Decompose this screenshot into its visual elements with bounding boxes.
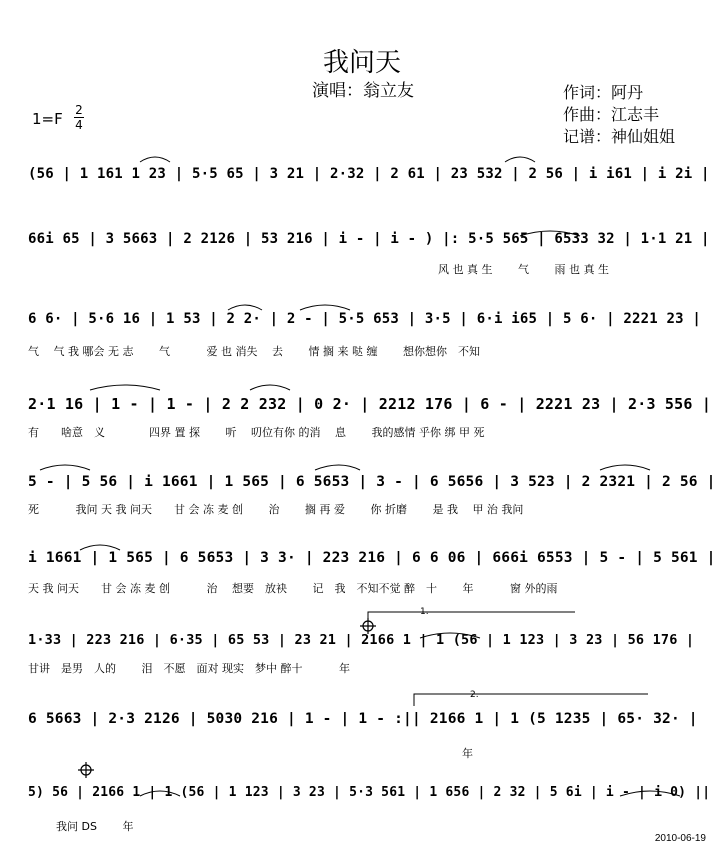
lyric-line-8: 年 bbox=[462, 747, 473, 760]
score-line-9: 5) 56 | 2166 1 | 1 (56 | 1 123 | 3 23 | 5·3 561 | 1 656 | 2 32 | 5 6i | i - | i 0) || bbox=[28, 785, 711, 800]
lyric-line-3: 气 气 我 哪会 无 志 气 爱 也 消失 去 情 搁 来 哒 缠 想你想你 不知 bbox=[28, 345, 480, 358]
score-line-1: (56 | 1 161 1 23 | 5·5 65 | 3 21 | 2·32 | 2 61 | 23 532 | 2 56 | i i61 | i 2i | bbox=[28, 166, 710, 182]
lyric-line-9: 我问 DS 年 bbox=[56, 820, 134, 833]
lyric-line-7: 甘讲 是男 人的 泪 不愿 面对 现实 梦中 醉十 年 bbox=[28, 662, 350, 675]
lyric-line-4: 有 啥意 义 四界 置 探 听 叨位有你 的消 息 我的感情 乎你 绑 甲 死 bbox=[28, 426, 485, 439]
score-line-3: 6 6· | 5·6 16 | 1 53 | 2 2· | 2 - | 5·5 653 | 3·5 | 6·i i65 | 5 6· | 2221 23 | bbox=[28, 311, 702, 327]
time-signature-top: 2 bbox=[75, 103, 83, 117]
score-line-7: 1·33 | 223 216 | 6·35 | 65 53 | 23 21 | 2166 1 | 1 (56 | 1 123 | 3 23 | 56 176 | bbox=[28, 632, 695, 648]
svg-text:2.: 2. bbox=[470, 690, 479, 700]
score-line-6: i 1661 | 1 565 | 6 5653 | 3 3· | 223 216 | 6 6 06 | 666i 6553 | 5 - | 5 561 | bbox=[28, 550, 716, 566]
score-line-4: 2·1 16 | 1 - | 1 - | 2 2 232 | 0 2· | 2212 176 | 6 - | 2221 23 | 2·3 556 | bbox=[28, 395, 712, 413]
lyric-line-6: 天 我 问天 甘 会 冻 麦 创 治 想要 放袂 记 我 不知不觉 醉 十 年 窗 外的雨 bbox=[28, 582, 558, 595]
key-signature: 1=F bbox=[32, 110, 63, 128]
transcriber-credit: 记谱：神仙姐姐 bbox=[563, 127, 676, 146]
date-stamp: 2010-06-19 bbox=[654, 833, 706, 844]
lyricist-credit: 作词：阿丹 bbox=[563, 83, 644, 102]
score-line-2: 66i 65 | 3 5663 | 2 2126 | 53 216 | i - | i - ) |: 5·5 565 | 6533 32 | 1·1 21 | bbox=[28, 231, 710, 247]
lyric-line-5: 死 我问 天 我 问天 甘 会 冻 麦 创 治 搁 再 爱 你 折磨 是 我 甲 治 我问 bbox=[28, 503, 524, 516]
singer-credit: 演唱：翁立友 bbox=[312, 81, 414, 101]
score-line-5: 5 - | 5 56 | i 1661 | 1 565 | 6 5653 | 3 - | 6 5656 | 3 523 | 2 2321 | 2 56 | bbox=[28, 474, 716, 490]
time-signature bbox=[74, 104, 84, 131]
song-title: 我问天 bbox=[322, 48, 401, 78]
time-signature-bottom: 4 bbox=[75, 118, 83, 132]
svg-text:1.: 1. bbox=[420, 607, 429, 617]
composer-credit: 作曲：江志丰 bbox=[563, 105, 660, 124]
score-line-8: 6 5663 | 2·3 2126 | 5030 216 | 1 - | 1 - :|| 2166 1 | 1 (5 1235 | 65· 32· | bbox=[28, 711, 698, 727]
lyric-line-2: 风 也 真 生 气 雨 也 真 生 bbox=[438, 263, 609, 276]
